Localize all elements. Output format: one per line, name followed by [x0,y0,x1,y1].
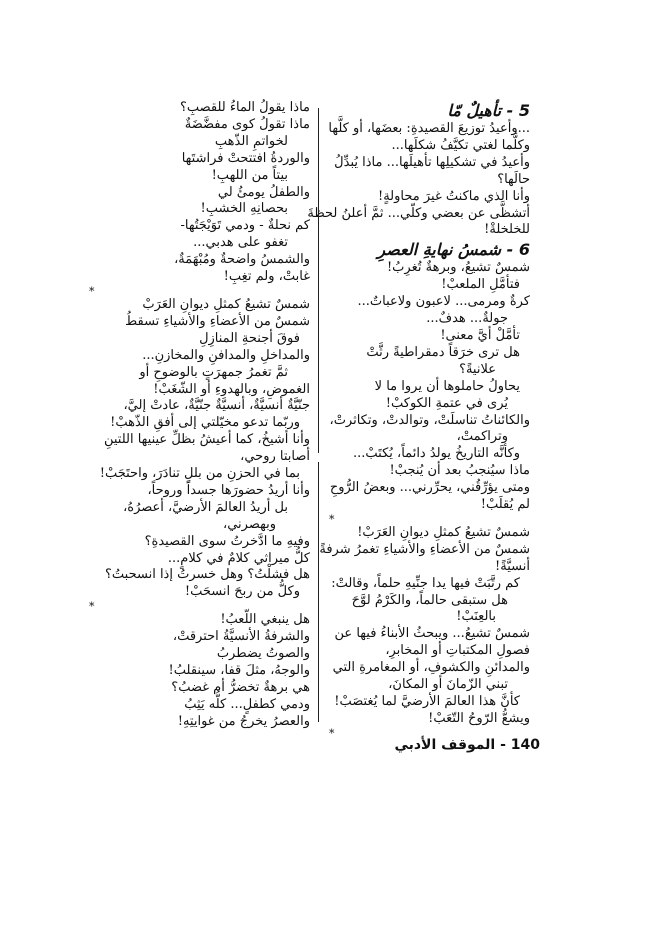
poem-line: شمسٌ تشيعُ، وبرهةٌ تُغرِبُ! [386,260,530,276]
section-heading: 5 - تأهيلٌ مّا [447,101,530,120]
poem-line: هل ترى خرَقاً دمقراطيةً رثَّتْ [366,344,520,360]
poem-line: الغموضِ، وبالهدوءِ أو الشّغَبْ! [153,381,310,397]
poem-line: وأنا الذي ماكنتُ غيرَ محاولةٍ! [377,188,530,204]
poem-line: هل فشلْتُ؟ وهل خسرتُ إذا انسحبتُ؟ [105,567,310,583]
star-separator: * [89,600,95,614]
poem-line: كم نحلةٌ - ودمي تَوَيْجَتُها- [180,218,310,234]
poem-line: والوردةُ افتتحتْ فراشتَها [181,150,310,166]
poem-line: غابتْ، ولم تغِبِ! [223,269,310,285]
poem-line: والشرفةُ الأنسيَّةُ احترقتْ، [172,629,310,645]
poem-line: ويشعُّ الرّوحُ التّعَبْ! [428,710,530,726]
poem-line: بما في الحزنِ من بللٍ تنادَرَ، واحتَجَبْ! [99,466,300,482]
star-separator: * [329,726,335,740]
column-rule-lower [318,462,319,722]
poem-line: شمسٌ من الأعضاءِ والأشياءِ تغمرُ شرفةً [319,541,530,557]
poem-line: بل أريدُ العالمَ الأرضيَّ، أعصرُهُ، [123,499,288,515]
poem-line: تأمَّلْ أيَّ معنى! [440,327,520,343]
poem-line: وأعيدُ في تشكيلِها تأهيلَها... ماذا يُبدِّلُ [334,154,530,170]
poem-line: هل ينبغي اللّعبُ! [220,612,310,628]
poem-line: والمدائنِ والكشوفِ، أو المغامرةِ التي [332,660,530,676]
poem-line: والشمسُ واضحةٌ ومُبْهَمَةٌ، [174,252,310,268]
poem-line: والطفلُ يومئُ لي [217,184,310,200]
poem-line: بحصانِهِ الخشبِ! [200,201,288,217]
poem-line: فوقَ أجنحةِ المنازِلِ [199,330,300,346]
poem-line: بيتاً من اللهبِ! [211,167,288,183]
poem-line: شمسٌ تشيعُ كمثلِ ديوانِ العَرَبْ! [357,524,530,540]
poem-line: شمسٌ تشيعُ كمثلِ ديوانِ العَرَبْ [142,296,310,312]
poem-line: شمسٌ من الأعضاءِ والأشياءِ تسقطُ [125,313,310,329]
poem-line: علانيةً؟ [459,361,496,377]
poem-line: جولةٌ... هدفٌ... [426,311,508,327]
poem-line: شمسٌ تشيعُ... ويبحثُ الأبناءُ فيها عن [334,626,530,642]
poem-line: حالَها؟ [497,171,530,187]
poem-line: جنّيَّةٌ أنسيَّةٌ، أنسيَّةٌ جنّيَّةٌ، عادتْ إليَّ، [123,398,310,414]
poem-line: والصوتُ يضطربُ [216,646,310,662]
poem-line: وكلُّ من ربحَ انسحَبْ! [184,584,300,600]
page-number: 140 [510,737,540,753]
poem-line: هي برهةٌ تخضرُّ أم غضبُ؟ [171,679,310,695]
poem-line: يُرى في عتمةِ الكوكبْ! [385,395,508,411]
poem-line: ماذا تقولُ كوى مفضَّضَةٌ [184,116,310,132]
poem-line: تبني الزّمانَ أو المكانَ، [388,677,508,693]
poem-line: وكأنَّه التاريخُ يولدُ دائماً، يُكتَبْ... [353,446,520,462]
poem-line: وأنا أشيخُ، كما أعيشُ بظلِّ عينيها اللتينِ [103,432,310,448]
poem-line: ومتى يؤرِّقُني، يحرِّرني... وبعضُ الرُّوحِ [329,480,530,496]
poem-line: هل ستبقى حالماً، والكَرْمُ لوَّحَ [351,592,508,608]
star-separator: * [329,512,335,526]
star-separator: * [89,284,95,298]
left-column [85,100,310,731]
poem-line: ودمي كطفلٍ... كلُّه يَثِبُ [184,696,310,712]
poem-line: ماذا سيُنجبُ بعد أن يُنجبْ! [389,463,530,479]
poem-line: ماذا يقولُ الماءُ للقصبِ؟ [179,100,310,115]
magazine-name: الموقف الأدبي [394,737,496,753]
footer-separator: - [500,737,506,753]
poem-line: وربّما تدعو مخيّلتي إلى أفقِ الذّهبْ! [110,415,300,431]
poem-line: والكائناتُ تناسلَتْ، وتوالدتْ، وتكاثرتْ، [329,412,530,428]
poem-line: فصولِ المكتباتِ أو المخابرِ، [385,643,530,659]
column-rule-upper [318,108,319,453]
poem-line: وبهصرني، [223,516,276,532]
poem-line: فتأمَّلِ الملعبْ! [441,277,520,293]
poem-line: للخلخلةْ! [484,222,530,238]
page-footer [394,736,540,754]
poem-line: أنسيَّةً! [495,558,530,574]
poem-line: والوجهُ، مثلَ قفا، سينقلبُ! [168,663,310,678]
poem-line: والعصرُ يخرجُ من غوايتِهِ! [177,713,310,729]
poem-line: لم يُقلَبْ! [480,497,530,513]
right-column [307,100,530,740]
poem-line: وأنا أريدُ حضورَها جسداً وروحاً، [147,482,310,498]
poem-line: يحاولُ حاملوها أن يروا ما لا [374,378,520,394]
poem-line: بالعِنَبْ! [456,609,496,625]
poem-line: كلُّ ميراثي كلامٌ في كلامٍ... [167,550,310,566]
poem-line: أتشظَّى عن بعضي وكلّي... ثمَّ أعلنُ لحظةَ [307,205,530,221]
poem-line: كأنَّ هذا العالمَ الأرضيَّ لما يُغتصَبْ! [334,694,520,709]
poem-line: والمداخلِ والمدافنِ والمخازنِ... [142,347,310,363]
poem-line: ...وأعيدُ توزيعَ القصيدةِ: بعضَها، أو كلَّها [328,121,530,136]
poem-line: أصابتا روحي، [240,449,310,465]
poem-line: كم رتَّبَتْ فيها يدا جنِّيهِ حلماً، وقالتْ: [331,575,520,591]
poem-line: وتراكمتْ، [456,429,508,445]
section-heading: 6 - شمسُ نهايةِ العصرِ [377,240,530,260]
poem-line: وفيهِ ما ادَّخرتُ سوى القصيدةِ؟ [144,533,310,549]
poem-line: وكلَّما لغتي تكيَّفُ شكلَها... [391,137,530,153]
poem-line: ثمَّ تغمرُ جمهرَتٍ بالوضوحِ أو [139,364,288,380]
poem-line: كرةٌ ومرمى... لاعبون ولاعباتٌ... [357,294,530,310]
poem-line: لخواتمِ الذّهبِ [214,133,288,149]
poem-line: تغفو على هدبي... [193,235,288,251]
